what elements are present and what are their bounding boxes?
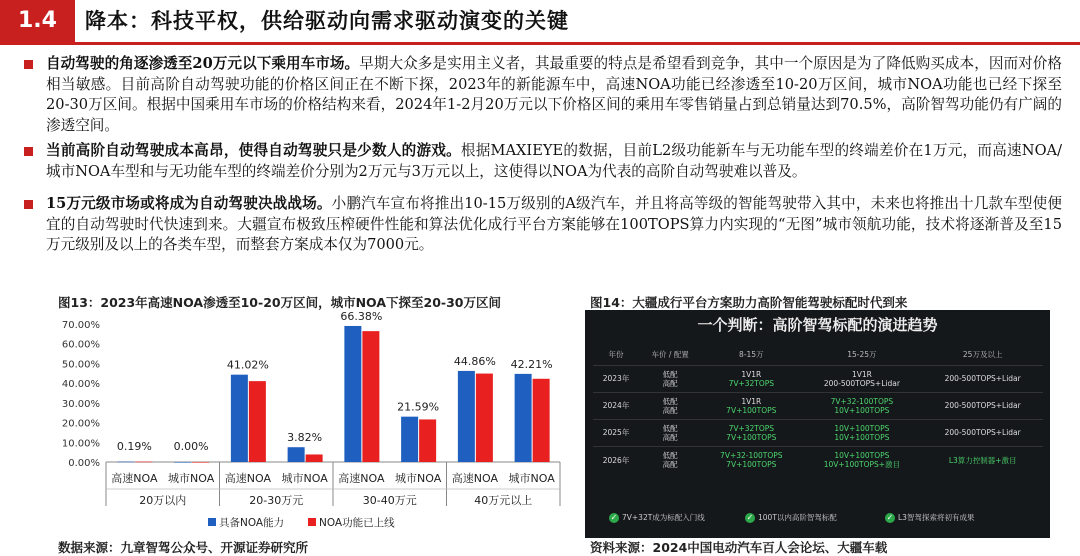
- data-label: 3.82%: [287, 431, 323, 445]
- y-tick-label: 20.00%: [61, 418, 100, 430]
- cell-line: 低配: [662, 423, 678, 433]
- config-cell: [639, 420, 701, 447]
- cell-line: 2023年: [602, 374, 630, 384]
- cell-line: 2024年: [602, 401, 630, 411]
- bar-capable: [515, 374, 532, 462]
- data-label: 44.86%: [453, 354, 496, 368]
- data-label: 42.21%: [510, 357, 553, 371]
- bar-launched: [362, 331, 379, 462]
- range-cell-25-plus: [922, 366, 1043, 393]
- cell-line: 7V+100TOPS: [726, 460, 777, 470]
- col-header: 车价 / 配置: [651, 350, 689, 359]
- cell-line: 低配: [662, 396, 678, 406]
- y-tick-label: 0.00%: [68, 458, 100, 469]
- bullet-lead: 15万元级市场或将成为自动驾驶决战战场。: [46, 195, 332, 212]
- bullet-item: [22, 194, 1062, 256]
- category-label: 城市NOA: [508, 472, 555, 485]
- y-tick-label: 10.00%: [61, 438, 100, 450]
- infographic-row: [593, 366, 1043, 393]
- year-cell: [593, 420, 639, 447]
- cell-line: 10V+100TOPS+激目: [823, 460, 901, 470]
- check-icon: ✓: [610, 513, 618, 522]
- bullet-lead: 当前高阶自动驾驶成本高昂，使得自动驾驶只是少数人的游戏。: [46, 142, 461, 159]
- infographic-title: 一个判断：高阶智驾标配的演进趋势: [697, 316, 938, 334]
- bar-capable: [344, 326, 361, 462]
- bullet-item: [22, 54, 1062, 136]
- chart-svg: [48, 312, 568, 534]
- infographic-row: [593, 447, 1043, 474]
- bullet-square-icon: [24, 147, 33, 156]
- bullet-list: [22, 54, 1062, 261]
- cell-line: 10V+100TOPS: [834, 433, 890, 442]
- bar-launched: [419, 419, 436, 462]
- y-tick-label: 30.00%: [61, 398, 100, 410]
- range-cell-15-25: [801, 366, 922, 393]
- cell-line: 10V+100TOPS: [834, 450, 890, 460]
- range-cell-8-15: [701, 447, 801, 474]
- bar-capable: [458, 371, 475, 462]
- range-cell-25-plus: [922, 393, 1043, 420]
- bullet-body: 小鹏汽车宣布将推出10-15万级别的A级汽车，并且将高等级的智能驾驶带入其中，未来也将推出十几款车型使便宜的自动驾驶时代快速到来。大疆宣布极致压榨硬件性能和算法优化成行平台方案能够在100TOPS算力内实现的“无图”城市领航功能，技术将逐渐普及至15万元级别及以上的各类车型，而整套方案成本仅为7000元。: [46, 195, 1062, 253]
- data-label: 66.38%: [340, 312, 383, 323]
- year-cell: [593, 393, 639, 420]
- year-cell: [593, 447, 639, 474]
- penetration-bar-chart: [48, 312, 568, 534]
- cell-line: 200-500TOPS+Lidar: [944, 428, 1021, 438]
- cell-line: 高配: [662, 433, 678, 442]
- infographic-header-row: [593, 346, 1043, 366]
- bullet-item: [22, 141, 1062, 182]
- cell-line: 1V1R: [851, 369, 872, 379]
- range-cell-15-25: [801, 393, 922, 420]
- legend-label: NOA功能已上线: [319, 517, 395, 529]
- bar-launched: [533, 379, 550, 462]
- bar-launched: [192, 462, 209, 463]
- section-number: 1.4: [0, 0, 75, 42]
- bullet-body: 根据MAXIEYE的数据，目前L2级功能新车与无功能车型的终端差价在1万元，而高速NOA/城市NOA车型和与无功能车型的终端差价分别为2万元与3万元以上，这使得以NOA为代表的高阶自动驾驶难以普及。: [46, 142, 1062, 180]
- bar-launched: [249, 381, 266, 462]
- group-label: 30-40万元: [362, 494, 417, 507]
- range-cell-8-15: [701, 420, 801, 447]
- range-cell-25-plus: [922, 447, 1043, 474]
- category-label: 高速NOA: [111, 472, 158, 485]
- bar-launched: [476, 374, 493, 462]
- range-cell-25-plus: [922, 420, 1043, 447]
- figure14-title: 图14：大疆成行平台方案助力高阶智能驾驶标配时代到来: [590, 295, 908, 310]
- range-cell-15-25: [801, 447, 922, 474]
- cell-line: 低配: [662, 369, 678, 379]
- y-tick-label: 70.00%: [61, 320, 100, 331]
- category-label: 高速NOA: [224, 472, 271, 485]
- adas-trend-infographic: [585, 310, 1050, 538]
- group-label: 20万以内: [139, 494, 187, 507]
- figure14-source: 资料来源：2024中国电动汽车百人会论坛、大疆车载: [590, 540, 888, 555]
- cell-line: 7V+32-100TOPS: [830, 396, 894, 406]
- infographic-row: [593, 393, 1043, 420]
- figure13-source: 数据来源：九章智驾公众号、开源证券研究所: [58, 540, 309, 555]
- cell-line: 10V+100TOPS: [834, 423, 890, 433]
- cell-line: L3算力控制器+激目: [948, 455, 1017, 465]
- bar-capable: [288, 447, 305, 462]
- category-label: 城市NOA: [281, 472, 328, 485]
- category-label: 城市NOA: [395, 472, 442, 485]
- section-title: 降本：科技平权，供给驱动向需求驱动演变的关键: [85, 9, 569, 33]
- bullet-square-icon: [24, 200, 33, 209]
- footer-text: 100T以内高阶智驾标配: [758, 513, 837, 522]
- cell-line: 低配: [662, 450, 678, 460]
- cell-line: 7V+32TOPS: [728, 379, 775, 388]
- bar-capable: [231, 375, 248, 462]
- col-header: 年份: [608, 350, 624, 359]
- group-label: 20-30万元: [249, 494, 304, 507]
- legend-swatch: [308, 518, 316, 526]
- data-label: 21.59%: [397, 400, 440, 414]
- footer-item: [609, 512, 705, 523]
- bullet-body: 早期大众多是实用主义者，其最重要的特点是希望看到竞争，其中一个原因是为了降低购买成本，因而对价格相当敏感。目前高阶自动驾驶功能的价格区间正在不断下探，2023年的新能源车中，高速NOA功能已经渗透至10-20万区间，城市NOA功能也已经下探至20-30万区间。根据中国乘用车市场的价格结构来看，2024年1-2月20万元以下价格区间的乘用车零售销量占到总销量达到70.5%，高阶智驾功能仍有广阔的渗透空间。: [46, 55, 1063, 134]
- cell-line: 200-500TOPS+Lidar: [823, 379, 900, 388]
- bullet-lead: 自动驾驶的角逐渗透至20万元以下乘用车市场。: [46, 55, 360, 72]
- legend-swatch: [208, 518, 216, 526]
- cell-line: 7V+32TOPS: [728, 423, 775, 433]
- cell-line: 1V1R: [741, 369, 762, 379]
- col-header: 15-25万: [847, 350, 877, 359]
- cell-line: 1V1R: [741, 396, 762, 406]
- config-cell: [639, 447, 701, 474]
- cell-line: 7V+100TOPS: [726, 433, 777, 442]
- legend-label: 具备NOA能力: [219, 517, 285, 529]
- col-header: 8-15万: [739, 350, 764, 359]
- data-label: 41.02%: [226, 358, 269, 372]
- check-icon: ✓: [886, 513, 894, 522]
- y-tick-label: 40.00%: [61, 379, 100, 391]
- cell-line: 200-500TOPS+Lidar: [944, 374, 1021, 384]
- bar-capable: [401, 417, 418, 462]
- footer-item: [745, 512, 837, 523]
- infographic-row: [593, 420, 1043, 447]
- footer-text: 7V+32T成为标配入门线: [622, 513, 705, 522]
- section-header: [0, 0, 1080, 42]
- cell-line: 7V+100TOPS: [726, 406, 777, 415]
- bar-capable: [117, 462, 134, 463]
- cell-line: 200-500TOPS+Lidar: [944, 401, 1021, 411]
- bar-launched: [306, 454, 323, 462]
- infographic-table: [593, 346, 1043, 474]
- figure13-title: 图13：2023年高速NOA渗透至10-20万区间，城市NOA下探至20-30万区间: [58, 295, 501, 310]
- config-cell: [639, 393, 701, 420]
- footer-item: [885, 512, 974, 523]
- category-label: 城市NOA: [168, 472, 215, 485]
- range-cell-8-15: [701, 366, 801, 393]
- infographic-footer: [585, 508, 1050, 530]
- data-label: 0.00%: [173, 440, 209, 453]
- cell-line: 2025年: [602, 428, 630, 438]
- config-cell: [639, 366, 701, 393]
- check-icon: ✓: [746, 513, 754, 522]
- bar-capable: [174, 462, 191, 463]
- data-label: 0.19%: [116, 440, 152, 453]
- cell-line: 高配: [662, 460, 678, 470]
- cell-line: 高配: [662, 406, 678, 415]
- cell-line: 2026年: [602, 455, 630, 465]
- y-tick-label: 50.00%: [61, 359, 100, 371]
- group-label: 40万元以上: [474, 494, 533, 507]
- year-cell: [593, 366, 639, 393]
- category-label: 高速NOA: [338, 472, 385, 485]
- y-tick-label: 60.00%: [61, 339, 100, 351]
- col-header: 25万及以上: [962, 350, 1003, 359]
- header-rule: [0, 42, 1080, 45]
- cell-line: 7V+32-100TOPS: [720, 450, 783, 460]
- category-label: 高速NOA: [451, 472, 498, 485]
- cell-line: 10V+100TOPS: [834, 406, 890, 415]
- range-cell-15-25: [801, 420, 922, 447]
- bullet-square-icon: [24, 60, 33, 69]
- bar-launched: [135, 462, 152, 463]
- footer-text: L3智驾探索将初有成果: [898, 513, 975, 522]
- range-cell-8-15: [701, 393, 801, 420]
- cell-line: 高配: [662, 379, 678, 388]
